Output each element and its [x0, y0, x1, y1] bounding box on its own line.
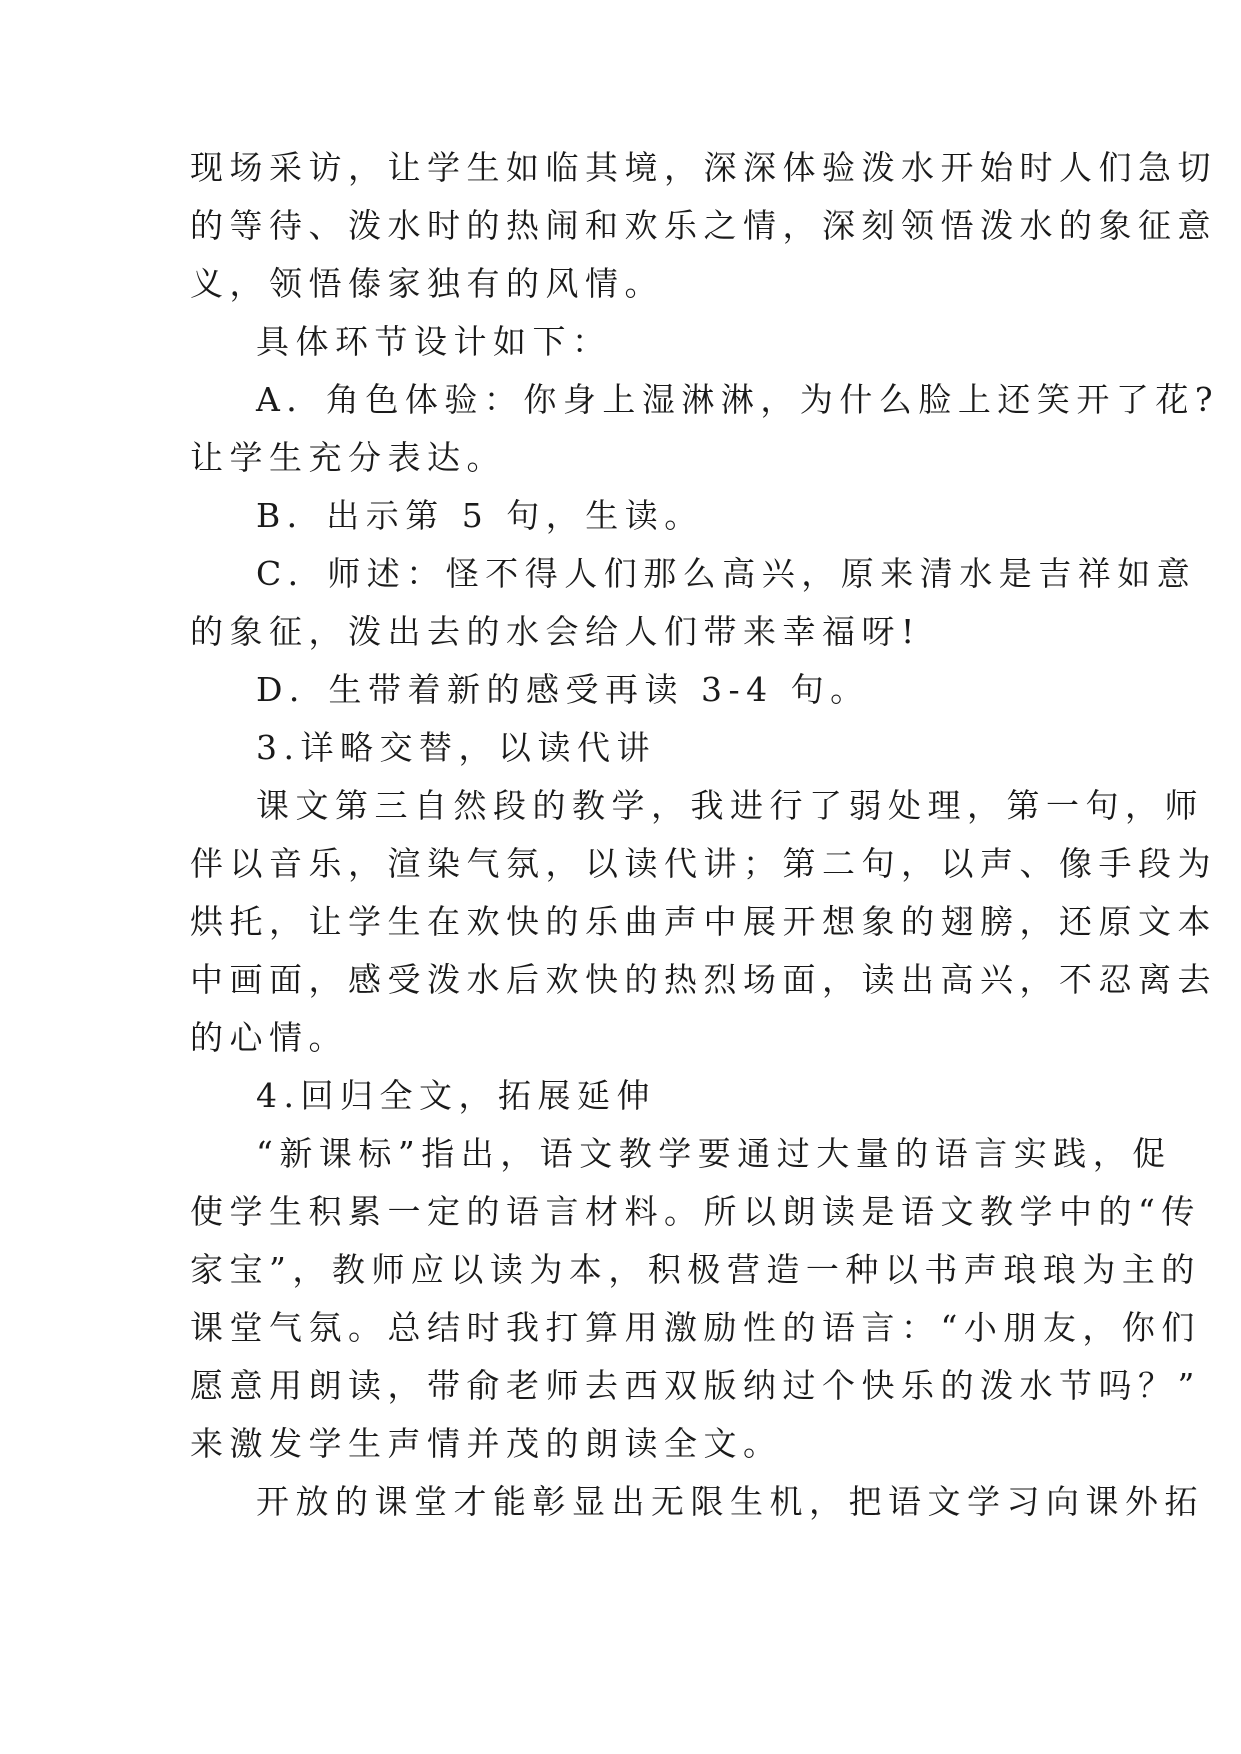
text-line: 课堂气氛。总结时我打算用激励性的语言：“小朋友，你们 — [190, 1308, 1201, 1347]
text-line: 的象征，泼出去的水会给人们带来幸福呀! — [190, 612, 921, 651]
text-line: 的心情。 — [190, 1018, 348, 1057]
text-line: 来激发学生声情并茂的朗读全文。 — [190, 1424, 783, 1463]
text-line: 开放的课堂才能彰显出无限生机，把语文学习向课外拓 — [256, 1482, 1204, 1521]
text-line: 烘托，让学生在欢快的乐曲声中展开想象的翅膀，还原文本 — [190, 902, 1217, 941]
text-line: C．师述：怪不得人们那么高兴，原来清水是吉祥如意 — [256, 554, 1197, 593]
text-line: 家宝”，教师应以读为本，积极营造一种以书声琅琅为主的 — [190, 1250, 1201, 1289]
text-line: “新课标”指出，语文教学要通过大量的语言实践，促 — [256, 1134, 1172, 1173]
text-line: A．角色体验：你身上湿淋淋，为什么脸上还笑开了花? — [256, 380, 1220, 419]
text-line: B．出示第 5 句，生读。 — [256, 496, 704, 535]
text-line: 愿意用朗读，带俞老师去西双版纳过个快乐的泼水节吗？” — [190, 1366, 1201, 1405]
text-line: 中画面，感受泼水后欢快的热烈场面，读出高兴，不忍离去 — [190, 960, 1217, 999]
text-line: 伴以音乐，渲染气氛，以读代讲；第二句，以声、像手段为 — [190, 844, 1217, 883]
section-heading: 4.回归全文，拓展延伸 — [256, 1076, 656, 1115]
text-line: 义，领悟傣家独有的风情。 — [190, 264, 664, 303]
text-line: 的等待、泼水时的热闹和欢乐之情，深刻领悟泼水的象征意 — [190, 206, 1217, 245]
text-line: 现场采访，让学生如临其境，深深体验泼水开始时人们急切 — [190, 148, 1217, 187]
text-line: 让学生充分表达。 — [190, 438, 506, 477]
text-line: D．生带着新的感受再读 3-4 句。 — [256, 670, 870, 709]
text-line: 具体环节设计如下： — [256, 322, 612, 361]
section-heading: 3.详略交替，以读代讲 — [256, 728, 656, 767]
text-line: 使学生积累一定的语言材料。所以朗读是语文教学中的“传 — [190, 1192, 1201, 1231]
text-line: 课文第三自然段的教学，我进行了弱处理，第一句，师 — [256, 786, 1204, 825]
